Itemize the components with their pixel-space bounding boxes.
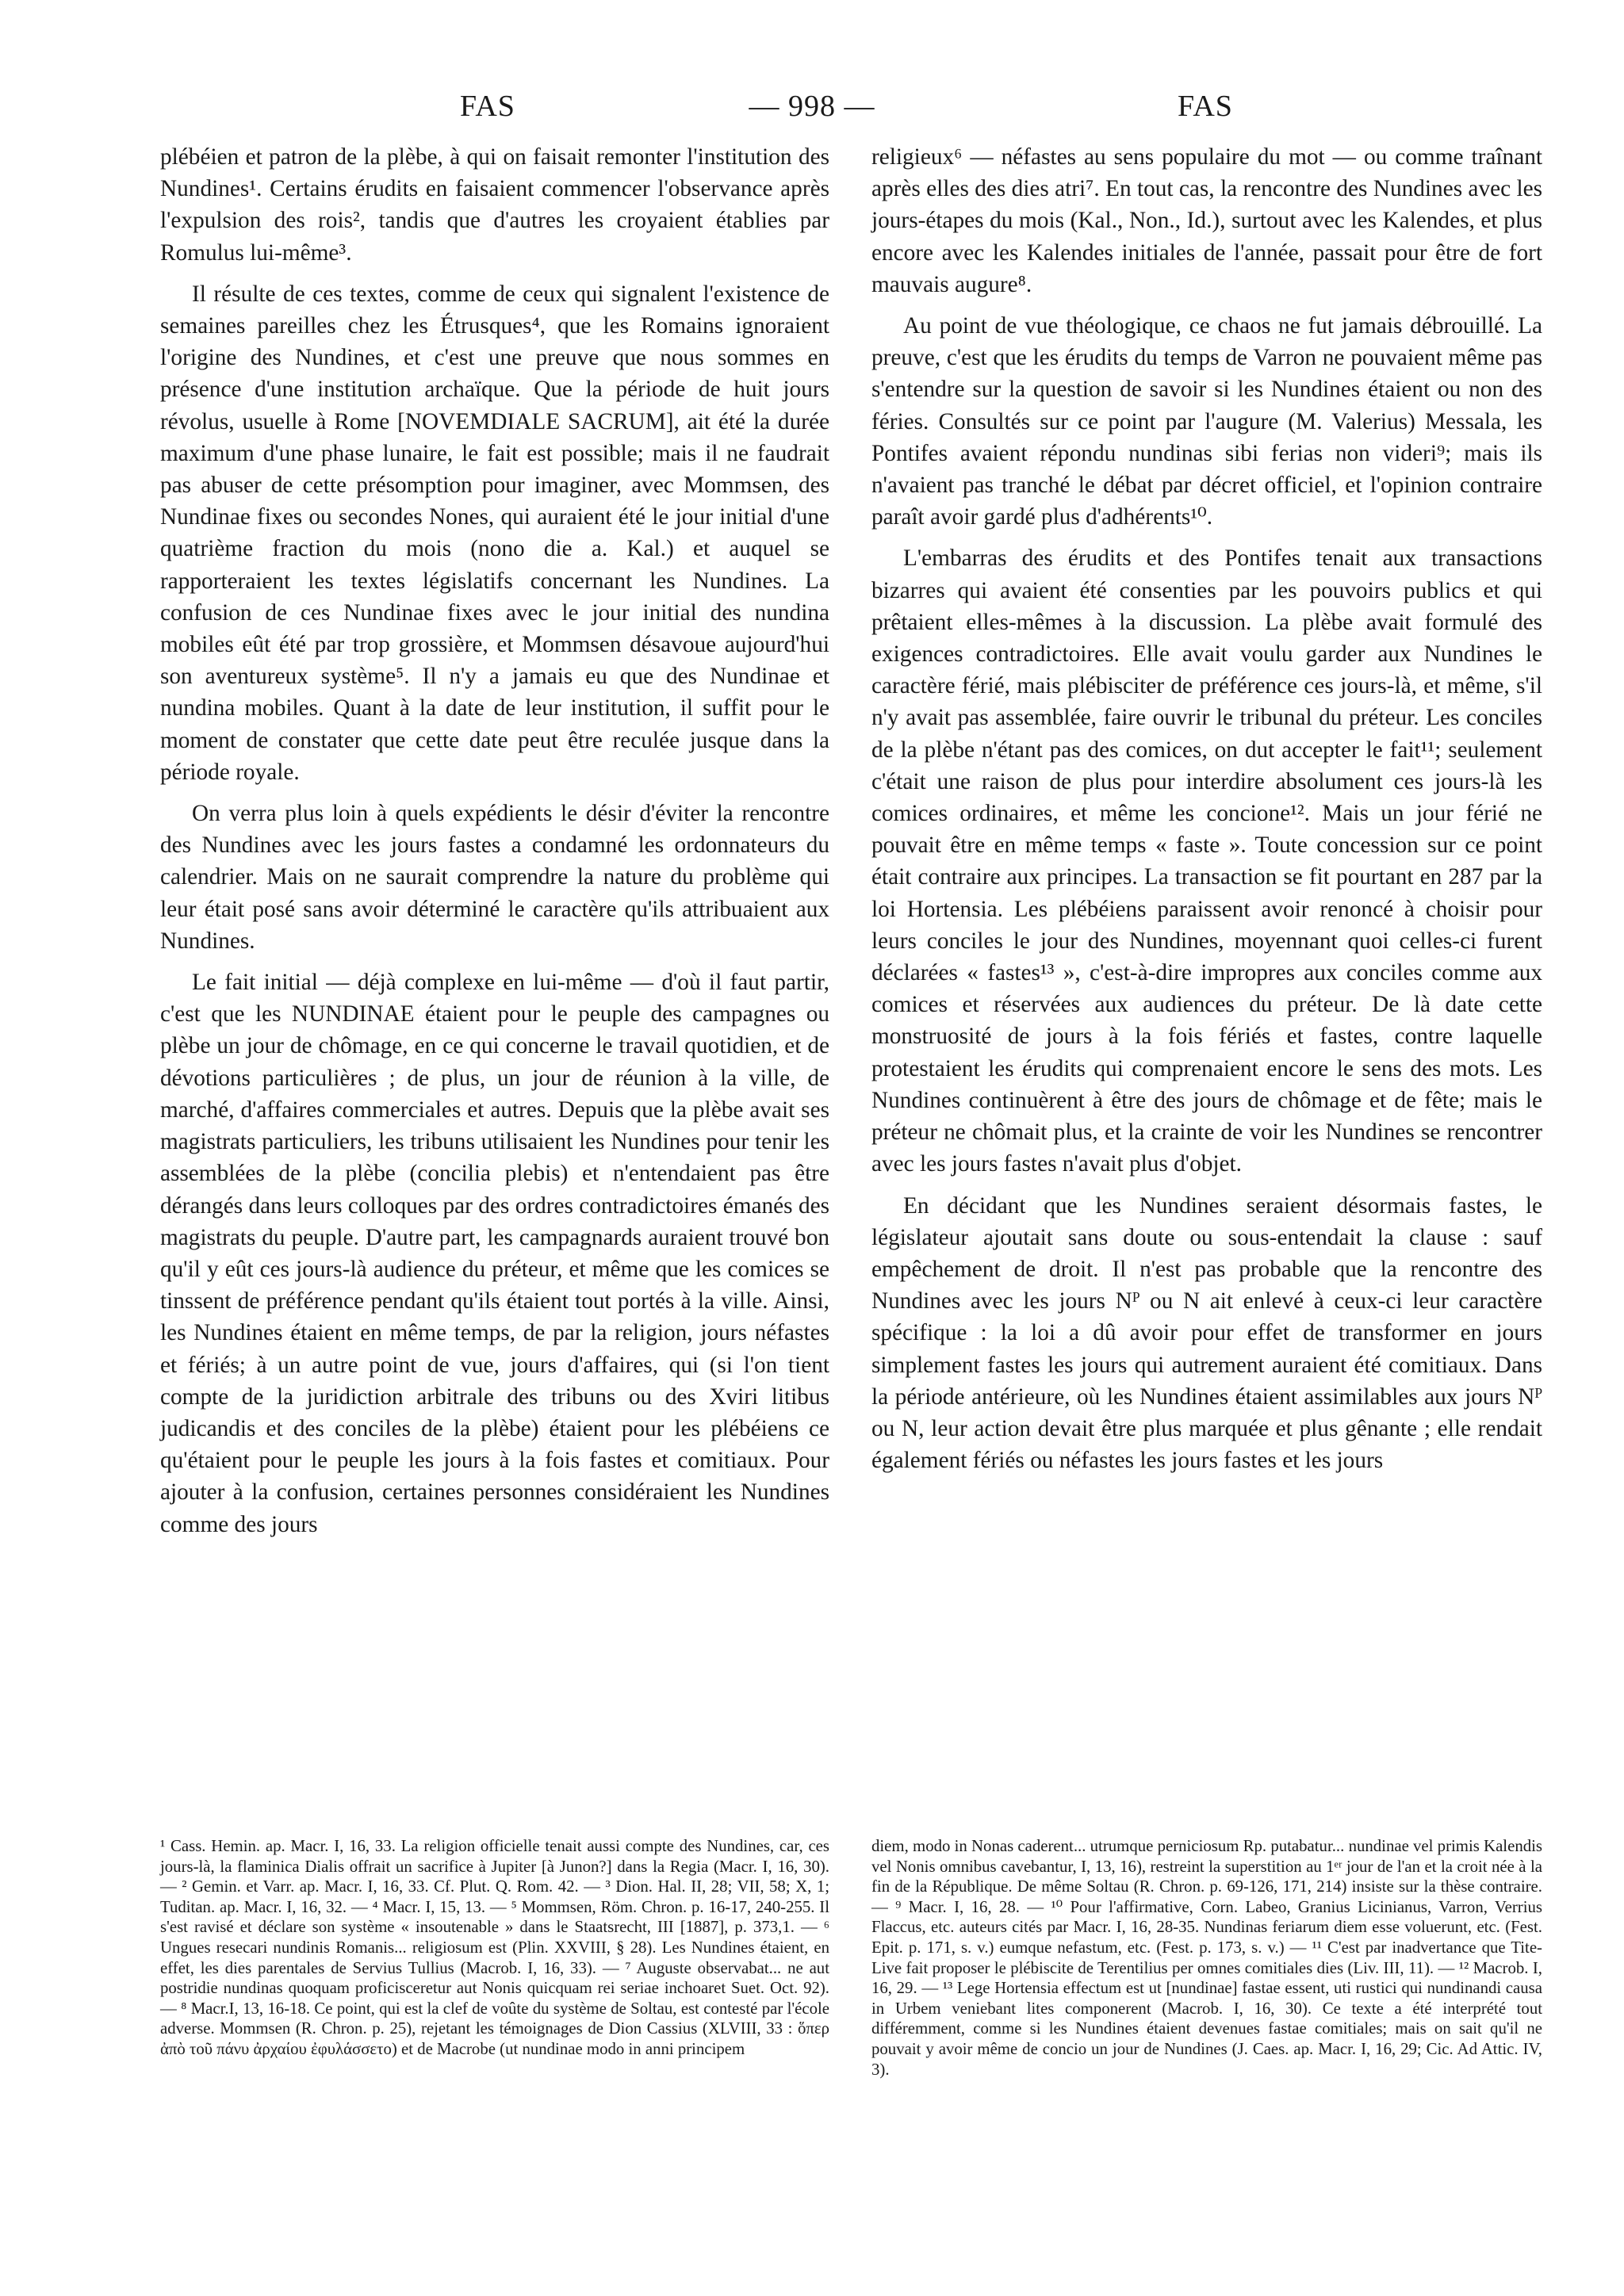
paragraph-right-2: Au point de vue théologique, ce chaos ne fut jamais débrouillé. La preuve, c'est que les érudits du temps de Varron ne pouvaient même pas s'entendre sur la question de savoir si les Nundines étaient ou non des féries. Consultés sur ce point par l'augure (M. Valerius) Messala, les Pontifes avaient répondu nundinas sibi ferias non videri⁹; mais ils n'avaient pas tranché le débat par décret officiel, et l'opinion contraire paraît avoir gardé plus d'adhérents¹⁰. [871, 313, 1542, 530]
paragraph-right-4: En décidant que les Nundines seraient désormais fastes, le législateur ajoutait sans doute ou sous-entendait la clause : sauf empêchement de droit. Il n'est pas probable que la rencontre des Nundines avec les jours Nᴾ ou N ait enlevé à ceux-ci leur caractère spécifique : la loi a dû avoir pour effet de transformer en jours simplement fastes les jours qui autrement auraient été comitiaux. Dans la période antérieure, où les Nundines étaient assimilables aux jours Nᴾ ou N, leur action devait être plus marquée et plus gênante ; elle rendait également fériés ou néfastes les jours fastes et les jours [871, 1192, 1542, 1474]
running-head-left: FAS [460, 90, 515, 123]
paragraph-right-3: L'embarras des érudits et des Pontifes tenait aux transactions bizarres qui avaient été consenties par les pouvoirs publics et qui prêtaient elles-mêmes à la discussion. La plèbe avait formulé des exigences contradictoires. Elle avait voulu garder aux Nundines le caractère férié, mais plébisciter de préférence ces jours-là, et même, s'il n'y avait pas assemblée, faire ouvrir le tribunal du préteur. Les conciles de la plèbe n'étant pas des comices, on dut accepter le fait¹¹; seulement c'était une raison de plus pour interdire absolument ces jours-là les comices ordinaires, et même les concione¹². Mais un jour férié ne pouvait être en même temps « faste ». Toute concession sur ce point était contraire aux principes. La transaction se fit pourtant en 287 par la loi Hortensia. Les plébéiens paraissent avoir renoncé à choisir pour leurs conciles le jour des Nundines, moyennant quoi celles-ci furent déclarées « fastes¹³ », c'est-à-dire impropres aux conciles comme aux comices et réservées aux audiences du préteur. De là date cette monstruosité de jours à la fois fériés et fastes, contre laquelle protestaient les érudits qui comprenaient encore le sens des mots. Les Nundines continuèrent à être des jours de chômage et de fête; mais le préteur ne chômait plus, et la crainte de voir les Nundines se rencontrer avec les jours fastes n'avait plus d'objet. [871, 545, 1542, 1177]
paragraph-left-4: Le fait initial — déjà complexe en lui-même — d'où il faut partir, c'est que les NUNDINAE étaient pour le peuple des campagnes ou plèbe un jour de chômage, en ce qui concerne le travail quotidien, et de dévotions particulières ; de plus, un jour de réunion à la ville, de marché, d'affaires commerciales et autres. Depuis que la plèbe avait ses magistrats particuliers, les tribuns utilisaient les Nundines pour tenir les assemblées de la plèbe (concilia plebis) et n'entendaient pas être dérangés dans leurs colloques par des ordres contradictoires émanés des magistrats du peuple. D'autre part, les campagnards auraient trouvé bon qu'il y eût ces jours-là audience du préteur, et même que les comices se tinssent de préférence pendant qu'ils étaient tout portés à la ville. Ainsi, les Nundines étaient en même temps, de par la religion, jours néfastes et fériés; à un autre point de vue, jours d'affaires, qui (si l'on tient compte de la juridiction arbitrale des tribuns ou des Xviri litibus judicandis et des conciles de la plèbe) étaient pour les plébéiens ce qu'étaient pour le peuple les jours à la fois fastes et comitiaux. Pour ajouter à la confusion, certaines personnes considéraient les Nundines comme des jours [160, 970, 829, 1537]
paragraph-left-3: On verra plus loin à quels expédients le désir d'éviter la rencontre des Nundines avec les jours fastes a condamné les ordonnateurs du calendrier. Mais on ne saurait comprendre la nature du problème qui leur était posé sans avoir déterminé le caractère qu'ils attribuaient aux Nundines. [160, 801, 829, 954]
paragraph-left-1: plébéien et patron de la plèbe, à qui on faisait remonter l'institution des Nundines¹. Certains érudits en faisaient commencer l'observance après l'expulsion des rois², tandis que d'autres les croyaient établies par Romulus lui-même³. [160, 144, 829, 266]
right-column [871, 141, 1542, 1476]
footnotes-right [871, 1836, 1542, 2080]
left-column [160, 141, 829, 1540]
footnotes-left [160, 1836, 829, 2060]
page-number: — 998 — [749, 90, 875, 123]
running-head-right: FAS [1178, 90, 1233, 123]
paragraph-right-1: religieux⁶ — néfastes au sens populaire du mot — ou comme traînant après elles des dies atri⁷. En tout cas, la rencontre des Nundines avec les jours-étapes du mois (Kal., Non., Id.), surtout avec les Kalendes, et plus encore avec les Kalendes initiales de l'année, passait pour être de fort mauvais augure⁸. [871, 144, 1542, 297]
footnotes-left-text: ¹ Cass. Hemin. ap. Macr. I, 16, 33. La religion officielle tenait aussi compte des Nundines, car, ces jours-là, la flaminica Dialis offrait un sacrifice à Jupiter [à Junon?] dans la Regia (Macr. I, 16, 30). — ² Gemin. et Varr. ap. Macr. I, 16, 33. Cf. Plut. Q. Rom. 42. — ³ Dion. Hal. II, 28; VII, 58; X, 1; Tuditan. ap. Macr. I, 16, 32. — ⁴ Macr. I, 15, 13. — ⁵ Mommsen, Röm. Chron. p. 16-17, 240-255. Il s'est ravisé et déclare son système « insoutenable » dans le Staatsrecht, III [1887], p. 373,1. — ⁶ Ungues resecari nundinis Romanis... religiosum est (Plin. XXVIII, § 28). Les Nundines étaient, en effet, les dies parentales de Servius Tullius (Macrob. I, 16, 33). — ⁷ Auguste observabat... ne aut postridie nundinas quoquam proficisceretur aut Nonis quicquam rei seriae inchoaret Suet. Oct. 92). — ⁸ Macr.I, 13, 16-18. Ce point, qui est la clef de voûte du système de Soltau, est contesté par l'école adverse. Mommsen (R. Chron. p. 25), rejetant les témoignages de Dion Cassius (XLVIII, 33 : ὅπερ ἀπὸ τοῦ πάνυ ἀρχαίου ἐφυλάσσετο) et de Macrobe (ut nundinae modo in anni principem [160, 1837, 829, 2058]
paragraph-left-2: Il résulte de ces textes, comme de ceux qui signalent l'existence de semaines pareilles chez les Étrusques⁴, que les Romains ignoraient l'origine des Nundines, et c'est une preuve que nous sommes en présence d'une institution archaïque. Que la période de huit jours révolus, usuelle à Rome [NOVEMDIALE SACRUM], ait été la durée maximum d'une phase lunaire, le fait est possible; mais il ne faudrait pas abuser de cette présomption pour imaginer, avec Mommsen, des Nundinae fixes ou secondes Nones, qui auraient été le jour initial d'une quatrième fraction du mois (nono die a. Kal.) et auquel se rapporteraient les textes législatifs concernant les Nundines. La confusion de ces Nundinae fixes avec le jour initial des nundina mobiles eût été par trop grossière, et Mommsen désavoue aujourd'hui son aventureux système⁵. Il n'y a jamais eu que des Nundinae et nundina mobiles. Quant à la date de leur institution, il suffit pour le moment de constater que cette date peut être reculée jusque dans la période royale. [160, 281, 829, 785]
footnotes-right-text: diem, modo in Nonas caderent... utrumque perniciosum Rp. putabatur... nundinae vel primis Kalendis vel Nonis omnibus cavebantur, I, 13, 16), restreint la superstition au 1ᵉʳ jour de l'an et la croit née à la fin de la République. De même Soltau (R. Chron. p. 69-126, 171, 214) insiste sur la thèse contraire. — ⁹ Macr. I, 16, 28. — ¹⁰ Pour l'affirmative, Corn. Labeo, Granius Licinianus, Varron, Verrius Flaccus, etc. auteurs cités par Macr. I, 16, 28-35. Nundinas feriarum diem esse voluerunt, etc. (Fest. Epit. p. 171, s. v.) eumque nefastum, etc. (Fest. p. 173, s. v.) — ¹¹ C'est par inadvertance que Tite-Live fait proposer le plébiscite de Terentilius per omnes comitiales dies (Liv. III, 11). — ¹² Macrob. I, 16, 29. — ¹³ Lege Hortensia effectum est ut [nundinae] fastae essent, uti rustici qui nundinandi causa in Urbem veniebant lites componerent (Macrob. I, 16, 30). Ce texte a été interprété tout différemment, comme si les Nundines étaient devenues fastae comitiales; mais on sait qu'il ne pouvait y avoir même de concio un jour de Nundines (J. Caes. ap. Macr. I, 16, 29; Cic. Ad Attic. IV, 3). [871, 1837, 1542, 2079]
